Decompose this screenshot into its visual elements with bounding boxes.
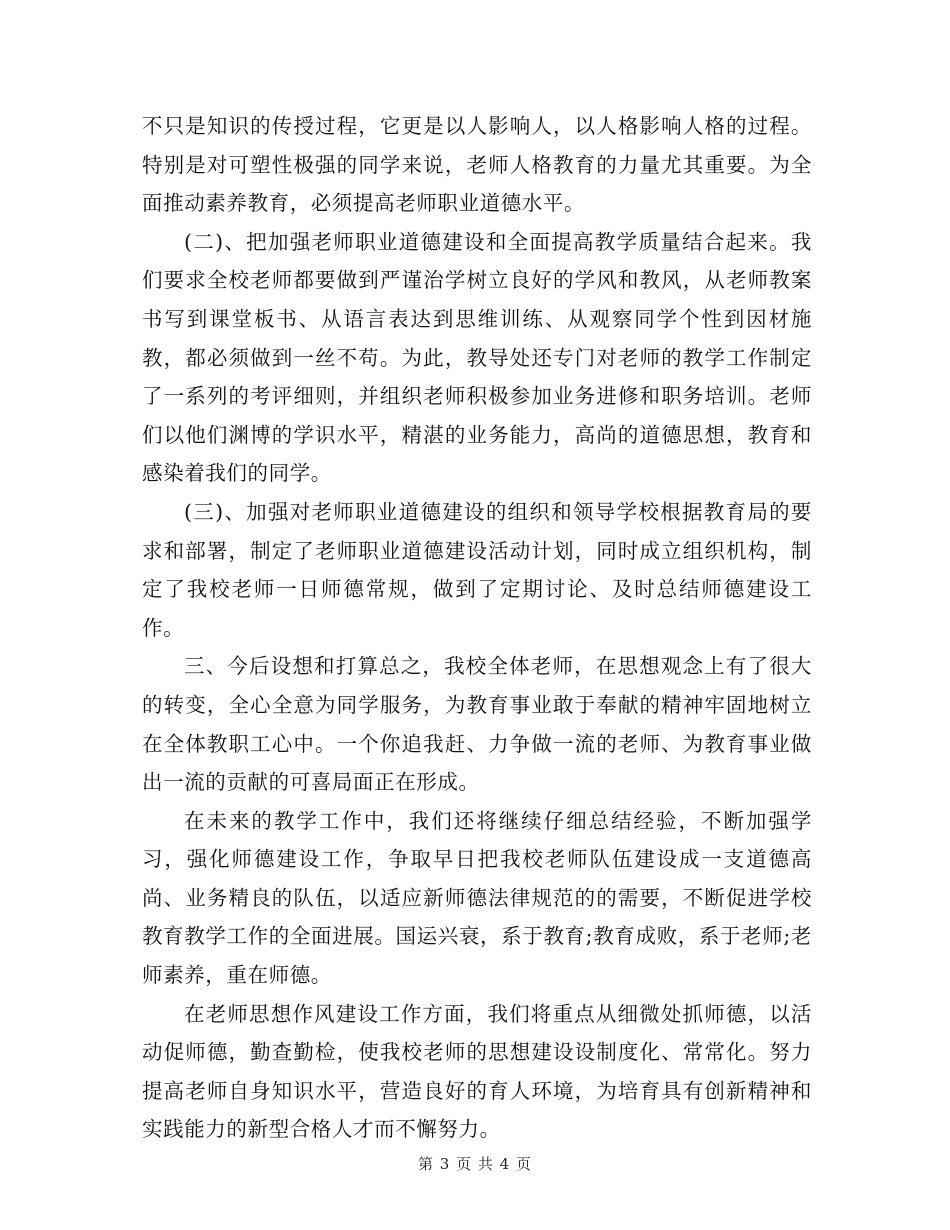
paragraph-5: 在未来的教学工作中，我们还将继续仔细总结经验，不断加强学习，强化师德建设工作，争取早日把我校老师队伍建设成一支道德高尚、业务精良的队伍，以适应新师德法律规范的的需要，不断促进学校教育教学工作的全面进展。国运兴衰，系于教育;教育成败，系于老师;老师素养，重在师德。 bbox=[142, 808, 812, 988]
paragraph-2: (二)、把加强老师职业道德建设和全面提高教学质量结合起来。我们要求全校老师都要做到严谨治学树立良好的学风和教风，从老师教案书写到课堂板书、从语言表达到思维训练、从观察同学个性到因材施教，都必须做到一丝不苟。为此，教导处还专门对老师的教学工作制定了一系列的考评细则，并组织老师积极参加业务进修和职务培训。老师们以他们渊博的学识水平，精湛的业务能力，高尚的道德思想，教育和感染着我们的同学。 bbox=[142, 229, 812, 486]
paragraph-3: (三)、加强对老师职业道德建设的组织和领导学校根据教育局的要求和部署，制定了老师职业道德建设活动计划，同时成立组织机构，制定了我校老师一日师德常规，做到了定期讨论、及时总结师德建设工作。 bbox=[142, 499, 812, 640]
paragraph-1: 不只是知识的传授过程，它更是以人影响人，以人格影响人格的过程。特别是对可塑性极强的同学来说，老师人格教育的力量尤其重要。为全面推动素养教育，必须提高老师职业道德水平。 bbox=[142, 114, 812, 216]
paragraph-4: 三、今后设想和打算总之，我校全体老师，在思想观念上有了很大的转变，全心全意为同学服务，为教育事业敢于奉献的精神牢固地树立在全体教职工心中。一个你追我赶、力争做一流的老师、为教育事业做出一流的贡献的可喜局面正在形成。 bbox=[142, 654, 812, 795]
paragraph-6: 在老师思想作风建设工作方面，我们将重点从细微处抓师德，以活动促师德，勤查勤检，使我校老师的思想建设设制度化、常常化。努力提高老师自身知识水平，营造良好的育人环境，为培育具有创新精神和实践能力的新型合格人才而不懈努力。 bbox=[142, 1001, 812, 1142]
document-body bbox=[142, 107, 812, 1149]
page-number-footer: 第 3 页 共 4 页 bbox=[418, 1155, 532, 1173]
